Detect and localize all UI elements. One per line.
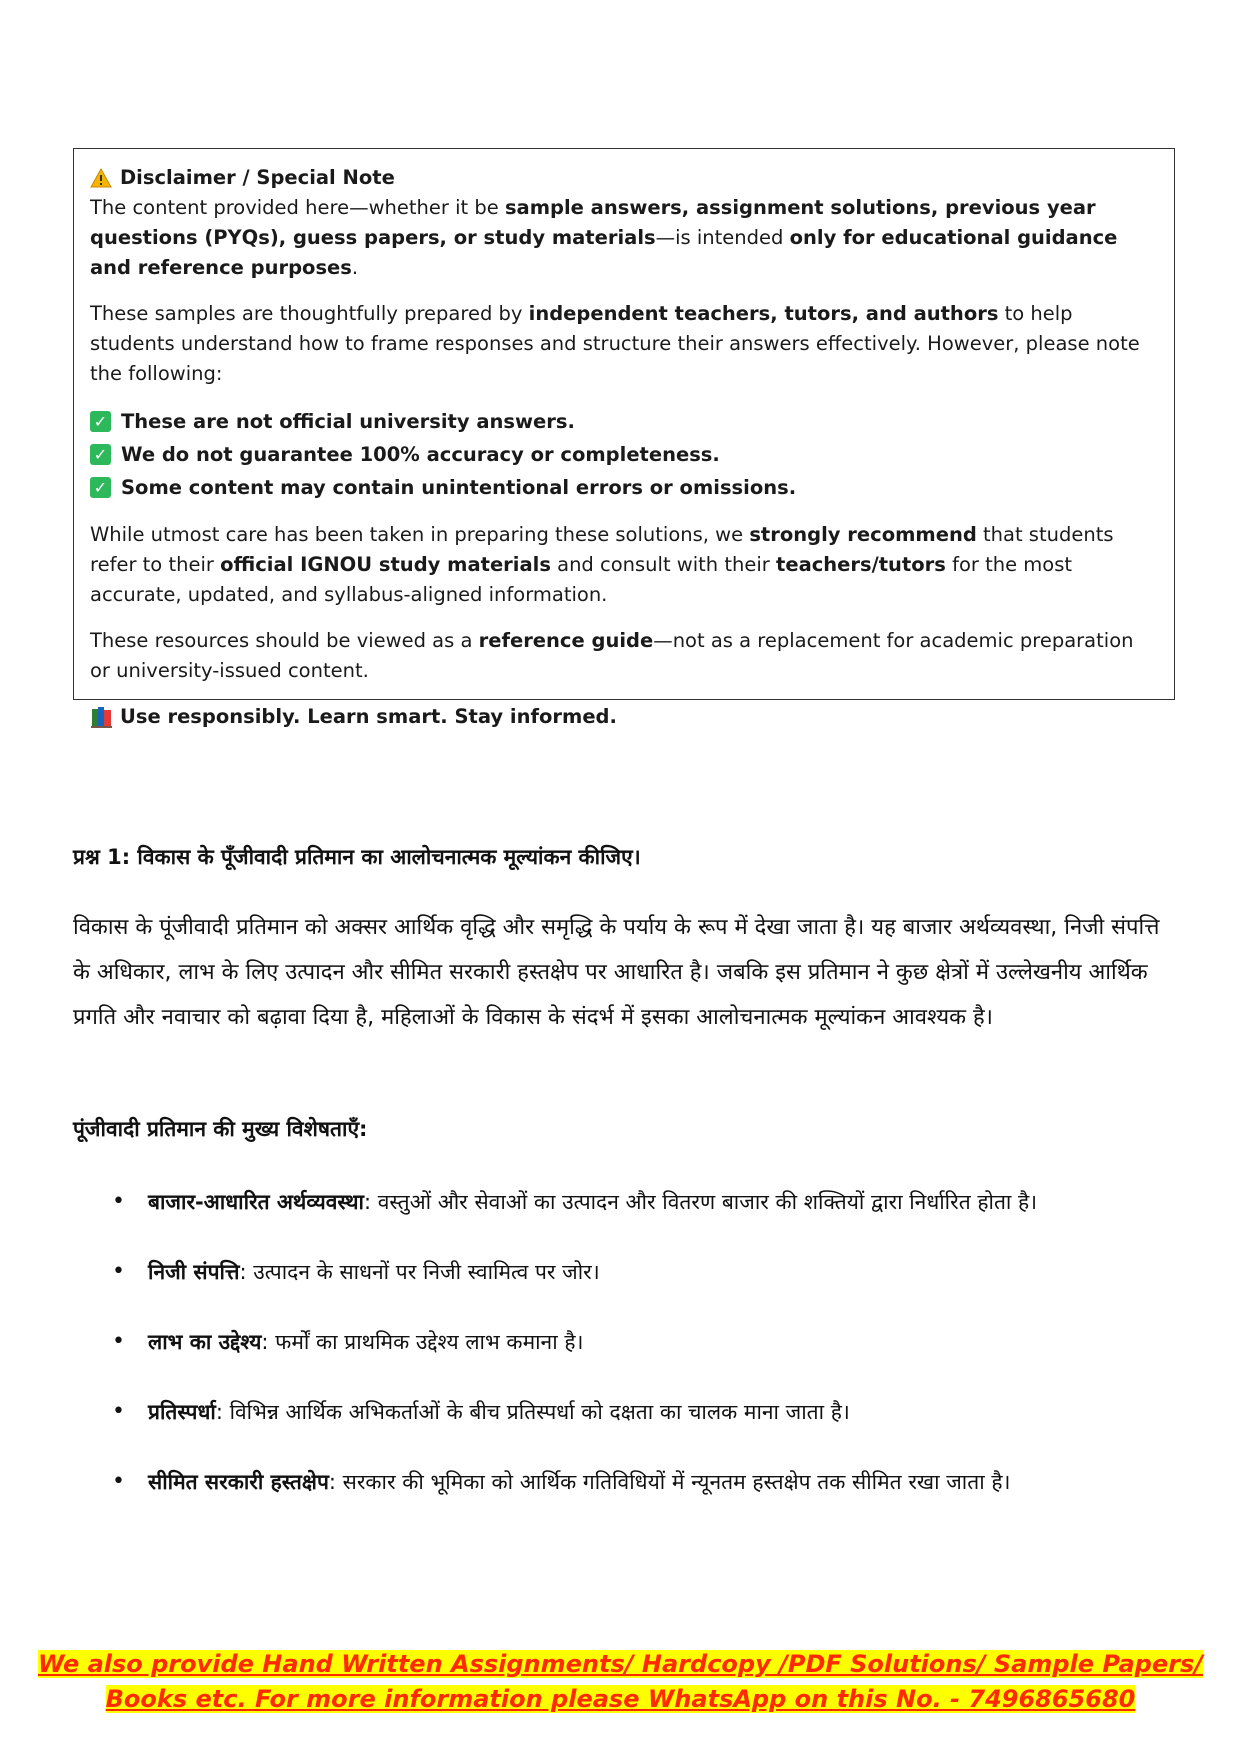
disclaimer-footer-row [90,702,1158,732]
promo-line-2: Books etc. For more information please WhatsApp on this No. - 7496865680 [105,1685,1136,1713]
text-span: —is intended [655,226,790,249]
list-item [73,1250,1175,1294]
feature-description: : वस्तुओं और सेवाओं का उत्पादन और वितरण बाजार की शक्तियों द्वारा निर्धारित होता है। [364,1190,1038,1214]
disclaimer-paragraph-2 [90,299,1158,389]
text-span: The content provided here—whether it be [90,196,505,219]
list-item [73,1390,1175,1434]
check-item [90,405,1158,438]
features-list [73,1180,1175,1530]
bold-span: only for educational guidance and reference purposes [90,226,1118,279]
bullet-icon: • [112,1259,125,1284]
text-span: These resources should be viewed as a [90,629,479,652]
text-span: While utmost care has been taken in preparing these solutions, we [90,523,750,546]
disclaimer-title-row [90,163,1158,193]
feature-term: प्रतिस्पर्धा [148,1400,216,1424]
bold-span: teachers/tutors [776,553,946,576]
check-mark-icon: ✓ [90,444,111,465]
disclaimer-paragraph-3 [90,520,1158,610]
feature-description: : फर्मों का प्राथमिक उद्देश्य लाभ कमाना है। [261,1330,584,1354]
check-mark-icon: ✓ [90,477,111,498]
question-heading: प्रश्न 1: विकास के पूँजीवादी प्रतिमान का आलोचनात्मक मूल्यांकन कीजिए। [73,845,641,869]
feature-term: लाभ का उद्देश्य [148,1330,262,1354]
check-item-label: These are not official university answers. [121,409,575,433]
feature-description: : उत्पादन के साधनों पर निजी स्वामित्व पर जोर। [239,1260,600,1284]
promo-banner [0,1647,1241,1717]
bold-span: official IGNOU study materials [220,553,551,576]
check-mark-icon: ✓ [90,411,111,432]
disclaimer-paragraph-4 [90,626,1158,686]
disclaimer-title: Disclaimer / Special Note [120,166,395,189]
text-span: to help students understand how to frame responses and structure their answers effectively. However, please note the following: [90,302,1140,385]
text-span: —not as a replacement for academic preparation or university-issued content. [90,629,1134,682]
bold-span: strongly recommend [749,523,977,546]
bullet-icon: • [112,1469,125,1494]
list-item [73,1320,1175,1364]
promo-line-1: We also provide Hand Written Assignments/ Hardcopy /PDF Solutions/ Sample Papers/ [38,1650,1203,1678]
disclaimer-paragraph-1 [90,193,1158,283]
text-span: and consult with their [550,553,777,576]
feature-description: : सरकार की भूमिका को आर्थिक गतिविधियों में न्यूनतम हस्तक्षेप तक सीमित रखा जाता है। [328,1470,1011,1494]
feature-term: निजी संपत्ति [148,1260,240,1284]
bold-span: sample answers, assignment solutions, previous year questions (PYQs), guess papers, or study materials [90,196,1096,249]
check-item [90,471,1158,504]
text-span: for the most accurate, updated, and syllabus-aligned information. [90,553,1073,606]
check-item-label: We do not guarantee 100% accuracy or completeness. [121,442,720,466]
text-span: . [351,256,359,279]
bold-span: reference guide [478,629,654,652]
intro-paragraph: विकास के पूंजीवादी प्रतिमान को अक्सर आर्थिक वृद्धि और समृद्धि के पर्याय के रूप में देखा जाता है। यह बाजार अर्थव्यवस्था, निजी संपत्ति के अधिकार, लाभ के लिए उत्पादन और सीमित सरकारी हस्तक्षेप पर आधारित है। जबकि इस प्रतिमान ने कुछ क्षेत्रों में उल्लेखनीय आर्थिक प्रगति और नवाचार को बढ़ावा दिया है, महिलाओं के विकास के संदर्भ में इसका आलोचनात्मक मूल्यांकन आवश्यक है। [73,915,1160,1030]
list-item [73,1460,1175,1504]
features-subheading: पूंजीवादी प्रतिमान की मुख्य विशेषताएँ: [73,1117,368,1141]
list-item [73,1180,1175,1224]
books-icon [90,706,114,728]
checklist [90,405,1158,504]
feature-term: सीमित सरकारी हस्तक्षेप [148,1470,329,1494]
text-span: that students refer to their [90,523,1114,576]
bold-span: independent teachers, tutors, and authors [528,302,999,325]
warning-icon [90,168,112,188]
disclaimer-box [73,148,1175,728]
bullet-icon: • [112,1399,125,1424]
check-item [90,438,1158,471]
bullet-icon: • [112,1189,125,1214]
feature-description: : विभिन्न आर्थिक अभिकर्ताओं के बीच प्रतिस्पर्धा को दक्षता का चालक माना जाता है। [215,1400,850,1424]
feature-term: बाजार-आधारित अर्थव्यवस्था [148,1190,364,1214]
text-span: These samples are thoughtfully prepared by [90,302,529,325]
check-item-label: Some content may contain unintentional errors or omissions. [121,475,797,499]
bullet-icon: • [112,1329,125,1354]
disclaimer-footer: Use responsibly. Learn smart. Stay informed. [120,705,617,728]
